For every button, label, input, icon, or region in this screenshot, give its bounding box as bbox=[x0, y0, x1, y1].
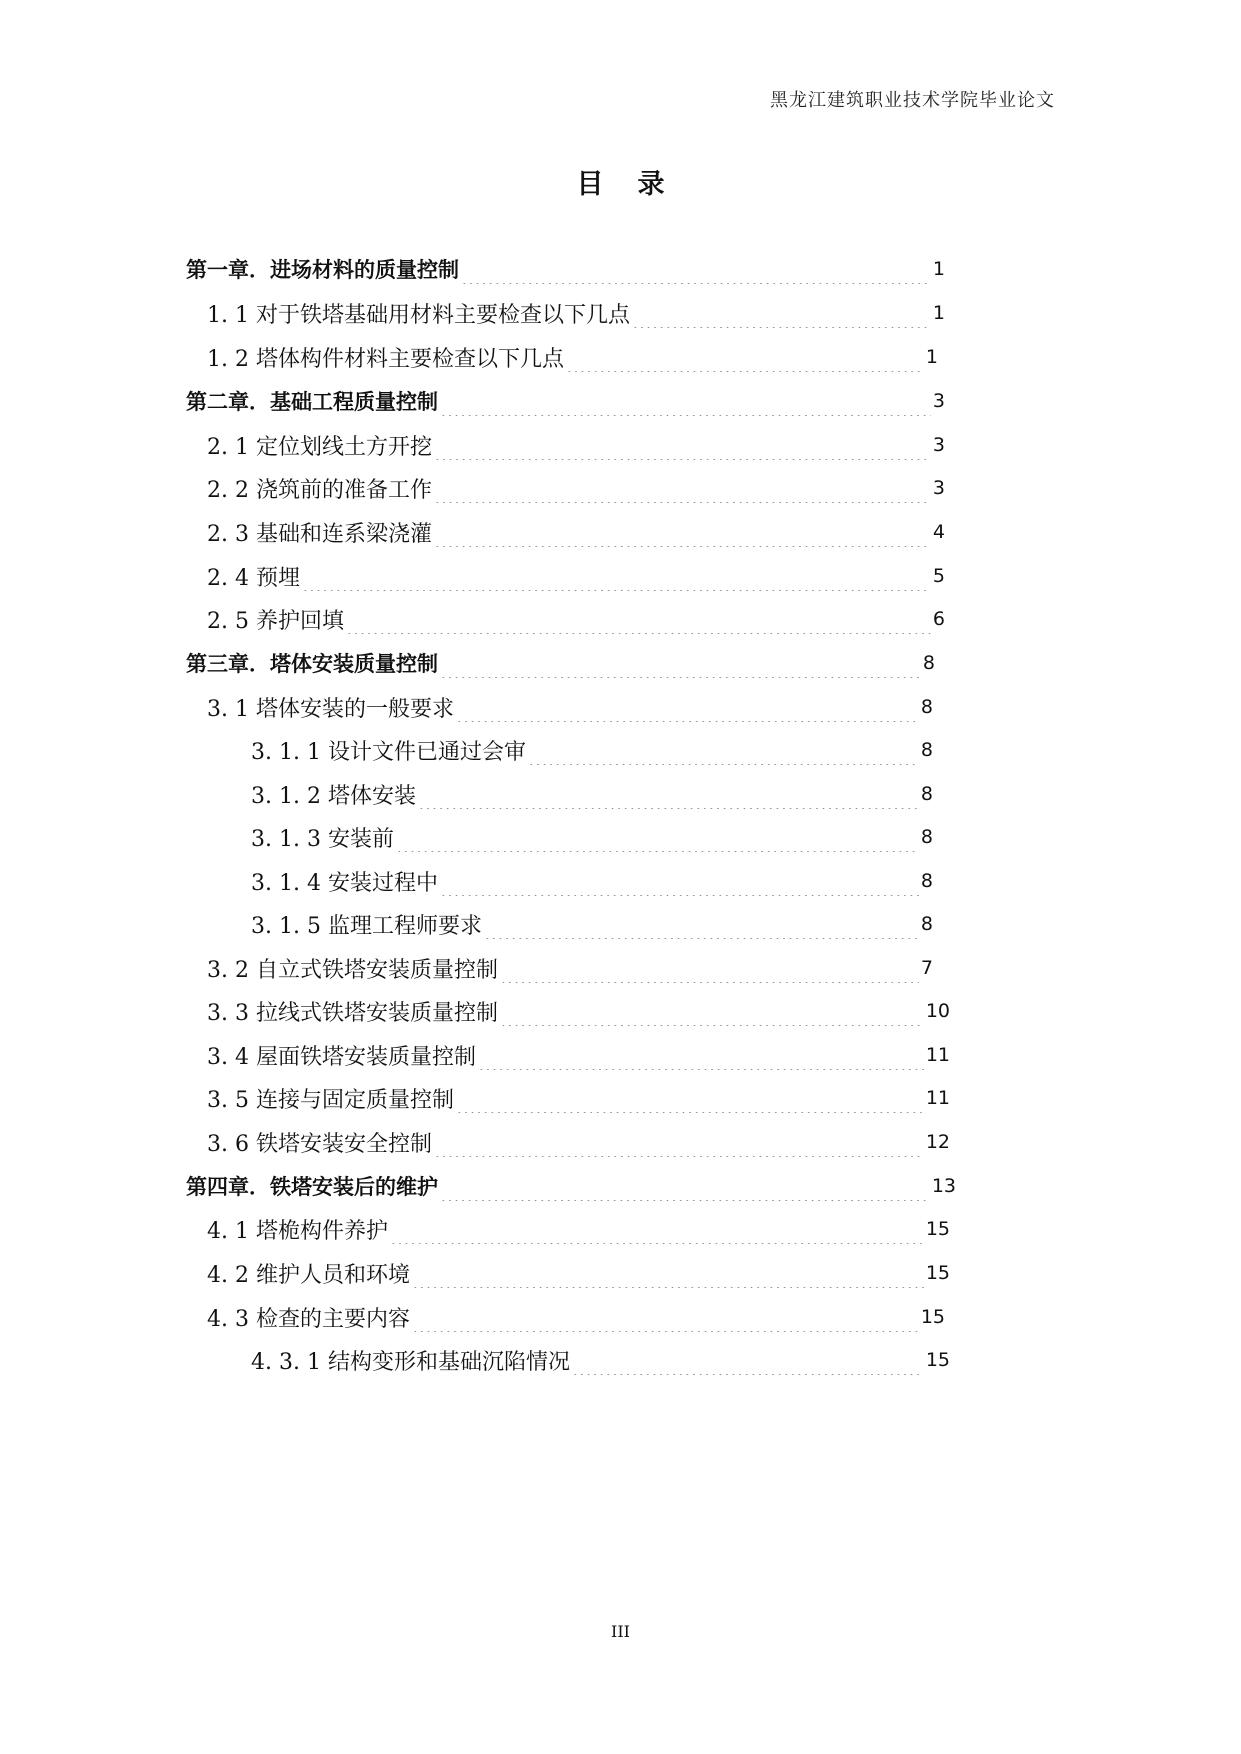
toc-entry[interactable] bbox=[251, 822, 933, 852]
toc-entry-label: 3. 6 铁塔安装安全控制 bbox=[207, 1131, 432, 1157]
toc-entry-page: 11 bbox=[925, 1087, 950, 1109]
toc-entry-label: 1. 2 塔体构件材料主要检查以下几点 bbox=[207, 346, 564, 372]
toc-entry-label: 4. 1 塔桅构件养护 bbox=[207, 1218, 388, 1244]
toc-entry-label: 3. 2 自立式铁塔安装质量控制 bbox=[207, 957, 498, 983]
toc-entry-label: 第一章．进场材料的质量控制 bbox=[186, 258, 459, 282]
toc-entry[interactable] bbox=[207, 1302, 945, 1332]
toc-leader-dots bbox=[412, 1258, 924, 1288]
toc-entry[interactable] bbox=[207, 1258, 950, 1288]
toc-entry-label: 第四章．铁塔安装后的维护 bbox=[186, 1175, 438, 1199]
toc-leader-dots bbox=[478, 1040, 924, 1070]
toc-entry-label: 2. 4 预埋 bbox=[207, 565, 300, 591]
toc-entry-page: 15 bbox=[925, 1218, 950, 1240]
toc-entry-page: 4 bbox=[932, 521, 945, 543]
toc-entry-label: 3. 1. 4 安装过程中 bbox=[251, 870, 438, 896]
toc-entry-label: 3. 1 塔体安装的一般要求 bbox=[207, 696, 454, 722]
toc-leader-dots bbox=[484, 909, 919, 939]
toc-leader-dots bbox=[434, 473, 931, 503]
toc-entry[interactable] bbox=[207, 1083, 950, 1113]
toc-entry-label: 3. 4 屋面铁塔安装质量控制 bbox=[207, 1044, 476, 1070]
toc-entry-page: 8 bbox=[920, 739, 933, 761]
toc-entry-label: 2. 5 养护回填 bbox=[207, 608, 344, 634]
toc-entry-label: 3. 1. 1 设计文件已通过会审 bbox=[251, 739, 526, 765]
toc-entry-page: 8 bbox=[920, 696, 933, 718]
toc-leader-dots bbox=[572, 1345, 924, 1375]
toc-leader-dots bbox=[440, 866, 919, 896]
toc-entry-page: 8 bbox=[920, 826, 933, 848]
toc-leader-dots bbox=[440, 1171, 930, 1201]
toc-leader-dots bbox=[566, 342, 924, 372]
toc-entry[interactable] bbox=[207, 996, 950, 1026]
toc-entry-page: 8 bbox=[920, 870, 933, 892]
toc-entry-page: 15 bbox=[920, 1306, 945, 1328]
toc-entry-label: 3. 5 连接与固定质量控制 bbox=[207, 1087, 454, 1113]
toc-entry[interactable] bbox=[251, 779, 933, 809]
toc-entry[interactable] bbox=[207, 298, 945, 328]
toc-leader-dots bbox=[632, 298, 931, 328]
toc-entry[interactable] bbox=[251, 1345, 950, 1375]
toc-entry[interactable] bbox=[207, 953, 933, 983]
toc-entry[interactable] bbox=[251, 909, 933, 939]
toc-entry[interactable] bbox=[207, 517, 945, 547]
toc-entry[interactable] bbox=[186, 1171, 956, 1201]
toc-entry[interactable] bbox=[207, 1040, 950, 1070]
page-number: III bbox=[611, 1622, 630, 1641]
toc-entry-label: 第二章．基础工程质量控制 bbox=[186, 390, 438, 414]
toc-leader-dots bbox=[440, 648, 921, 678]
toc-entry-label: 3. 1. 5 监理工程师要求 bbox=[251, 913, 482, 939]
toc-entry[interactable] bbox=[186, 648, 935, 678]
toc-leader-dots bbox=[500, 996, 924, 1026]
toc-entry-label: 2. 3 基础和连系梁浇灌 bbox=[207, 521, 432, 547]
toc-entry[interactable] bbox=[186, 254, 945, 284]
toc-leader-dots bbox=[456, 1083, 924, 1113]
toc-entry-page: 1 bbox=[925, 346, 938, 368]
toc-leader-dots bbox=[434, 1127, 924, 1157]
toc-entry-page: 3 bbox=[932, 434, 945, 456]
toc-leader-dots bbox=[461, 254, 931, 284]
toc-leader-dots bbox=[412, 1302, 919, 1332]
toc-entry-page: 8 bbox=[922, 652, 935, 674]
toc-entry-page: 1 bbox=[932, 258, 945, 280]
toc-entry[interactable] bbox=[207, 473, 945, 503]
toc-entry-label: 2. 2 浇筑前的准备工作 bbox=[207, 477, 432, 503]
toc-leader-dots bbox=[456, 692, 919, 722]
toc-entry[interactable] bbox=[186, 386, 945, 416]
toc-leader-dots bbox=[346, 604, 931, 634]
toc-entry-label: 3. 1. 3 安装前 bbox=[251, 826, 394, 852]
toc-leader-dots bbox=[528, 735, 919, 765]
page-title: 目录 bbox=[576, 169, 699, 200]
toc-entry[interactable] bbox=[207, 430, 945, 460]
toc-entry-page: 10 bbox=[925, 1000, 950, 1022]
toc-entry[interactable] bbox=[207, 692, 933, 722]
toc-entry[interactable] bbox=[207, 1214, 950, 1244]
toc-entry-label: 3. 3 拉线式铁塔安装质量控制 bbox=[207, 1000, 498, 1026]
toc-entry-page: 3 bbox=[932, 390, 945, 412]
toc-entry-label: 2. 1 定位划线土方开挖 bbox=[207, 434, 432, 460]
header-institution: 黑龙江建筑职业技术学院毕业论文 bbox=[770, 90, 1055, 111]
toc-entry-label: 1. 1 对于铁塔基础用材料主要检查以下几点 bbox=[207, 302, 630, 328]
toc-entry-label: 3. 1. 2 塔体安装 bbox=[251, 783, 416, 809]
toc-entry-page: 1 bbox=[932, 302, 945, 324]
toc-entry-label: 4. 3. 1 结构变形和基础沉陷情况 bbox=[251, 1349, 570, 1375]
toc-entry[interactable] bbox=[207, 1127, 950, 1157]
toc-entry-page: 11 bbox=[925, 1044, 950, 1066]
toc-entry-page: 12 bbox=[925, 1131, 950, 1153]
toc-entry-page: 5 bbox=[932, 565, 945, 587]
toc-entry[interactable] bbox=[251, 866, 933, 896]
toc-leader-dots bbox=[302, 561, 931, 591]
toc-entry[interactable] bbox=[207, 342, 938, 372]
toc-leader-dots bbox=[434, 517, 931, 547]
toc-entry-page: 6 bbox=[932, 608, 945, 630]
toc-entry-page: 15 bbox=[925, 1349, 950, 1371]
toc-entry-page: 3 bbox=[932, 477, 945, 499]
toc-entry-page: 8 bbox=[920, 913, 933, 935]
toc-entry-page: 15 bbox=[925, 1262, 950, 1284]
toc-entry-label: 4. 3 检查的主要内容 bbox=[207, 1306, 410, 1332]
toc-leader-dots bbox=[500, 953, 919, 983]
toc-entry-label: 4. 2 维护人员和环境 bbox=[207, 1262, 410, 1288]
toc-leader-dots bbox=[440, 386, 931, 416]
toc-entry[interactable] bbox=[251, 735, 933, 765]
toc-leader-dots bbox=[390, 1214, 924, 1244]
toc-leader-dots bbox=[396, 822, 919, 852]
toc-entry-page: 8 bbox=[920, 783, 933, 805]
toc-leader-dots bbox=[418, 779, 919, 809]
toc-entry-page: 7 bbox=[920, 957, 933, 979]
toc-entry[interactable] bbox=[207, 561, 945, 591]
toc-entry-page: 13 bbox=[931, 1175, 956, 1197]
toc-leader-dots bbox=[434, 430, 931, 460]
toc-entry-label: 第三章．塔体安装质量控制 bbox=[186, 652, 438, 676]
toc-entry[interactable] bbox=[207, 604, 945, 634]
